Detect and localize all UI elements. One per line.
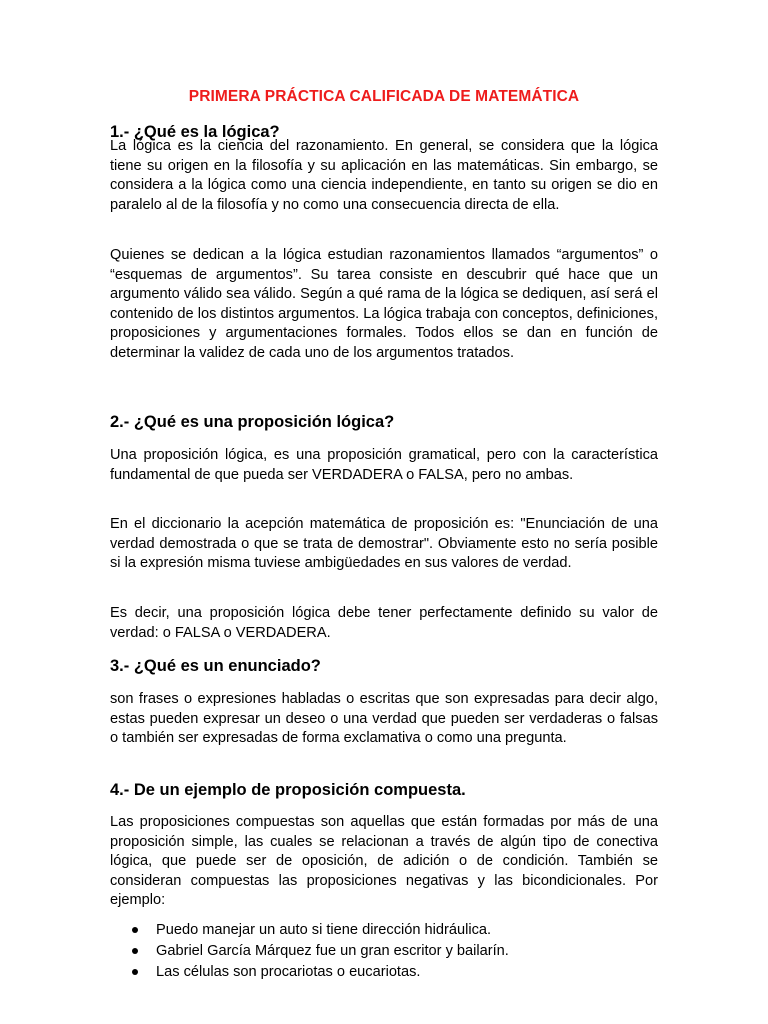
- section-2-paragraph-2: En el diccionario la acepción matemática de proposición es: "Enunciación de una verdad demostrada o que se trata de demostrar". Obviamente esto no sería posible si la expresión misma tuviese ambigüedades en sus valores de verdad.: [110, 516, 658, 572]
- list-item: [110, 920, 658, 941]
- list-item: [110, 962, 658, 983]
- section-1-paragraph-2: Quienes se dedican a la lógica estudian razonamientos llamados “argumentos” o “esquemas de argumentos”. Su tarea consiste en descubrir qué hace que un argumento válido sea válido. Según a qué rama de la lógica se dediquen, así será el contenido de los distintos argumentos. La lógica trabaja con conceptos, definiciones, proposiciones y argumentaciones formales. Todos ellos se dan en función de determinar la validez de cada uno de los argumentos tratados.: [110, 247, 658, 361]
- bullet-icon: [132, 927, 138, 933]
- list-item: [110, 941, 658, 962]
- section-1-paragraph-1: La lógica es la ciencia del razonamiento. En general, se considera que la lógica tiene su origen en la filosofía y su aplicación en las matemáticas. Sin embargo, se considera a la lógica como una ciencia independiente, en tanto su origen se dio en paralelo al de la filosofía y no como una consecuencia directa de ella.: [110, 138, 658, 213]
- section-heading-3: 3.- ¿Qué es un enunciado?: [110, 657, 321, 675]
- section-3-paragraph-1: son frases o expresiones habladas o escritas que son expresadas para decir algo, estas pueden expresar un deseo o una verdad que pueden ser verdaderas o falsas o también ser expresadas de forma exclamativa o como una pregunta.: [110, 691, 658, 747]
- section-heading-2: 2.- ¿Qué es una proposición lógica?: [110, 413, 395, 431]
- document-title: PRIMERA PRÁCTICA CALIFICADA DE MATEMÁTICA: [188, 88, 580, 105]
- section-2-paragraph-3: Es decir, una proposición lógica debe tener perfectamente definido su valor de verdad: o FALSA o VERDADERA.: [110, 605, 658, 641]
- section-4-paragraph-1: Las proposiciones compuestas son aquellas que están formadas por más de una proposición simple, las cuales se relacionan a través de algún tipo de conectiva lógica, que puede ser de oposición, de adición o de condición. También se consideran compuestas las proposiciones negativas y las bicondicionales. Por ejemplo:: [110, 814, 658, 909]
- section-heading-1: 1.- ¿Qué es la lógica?: [110, 123, 280, 141]
- section-heading-4: 4.- De un ejemplo de proposición compuesta.: [110, 781, 466, 799]
- list-item-text: Puedo manejar un auto si tiene dirección hidráulica.: [156, 922, 492, 938]
- list-item-text: Gabriel García Márquez fue un gran escritor y bailarín.: [156, 943, 509, 959]
- list-item-text: Las células son procariotas o eucariotas.: [156, 964, 421, 980]
- bullet-icon: [132, 948, 138, 954]
- section-2-paragraph-1: Una proposición lógica, es una proposición gramatical, pero con la característica fundamental de que pueda ser VERDADERA o FALSA, pero no ambas.: [110, 447, 658, 483]
- bullet-icon: [132, 969, 138, 975]
- example-bullet-list: [110, 920, 658, 983]
